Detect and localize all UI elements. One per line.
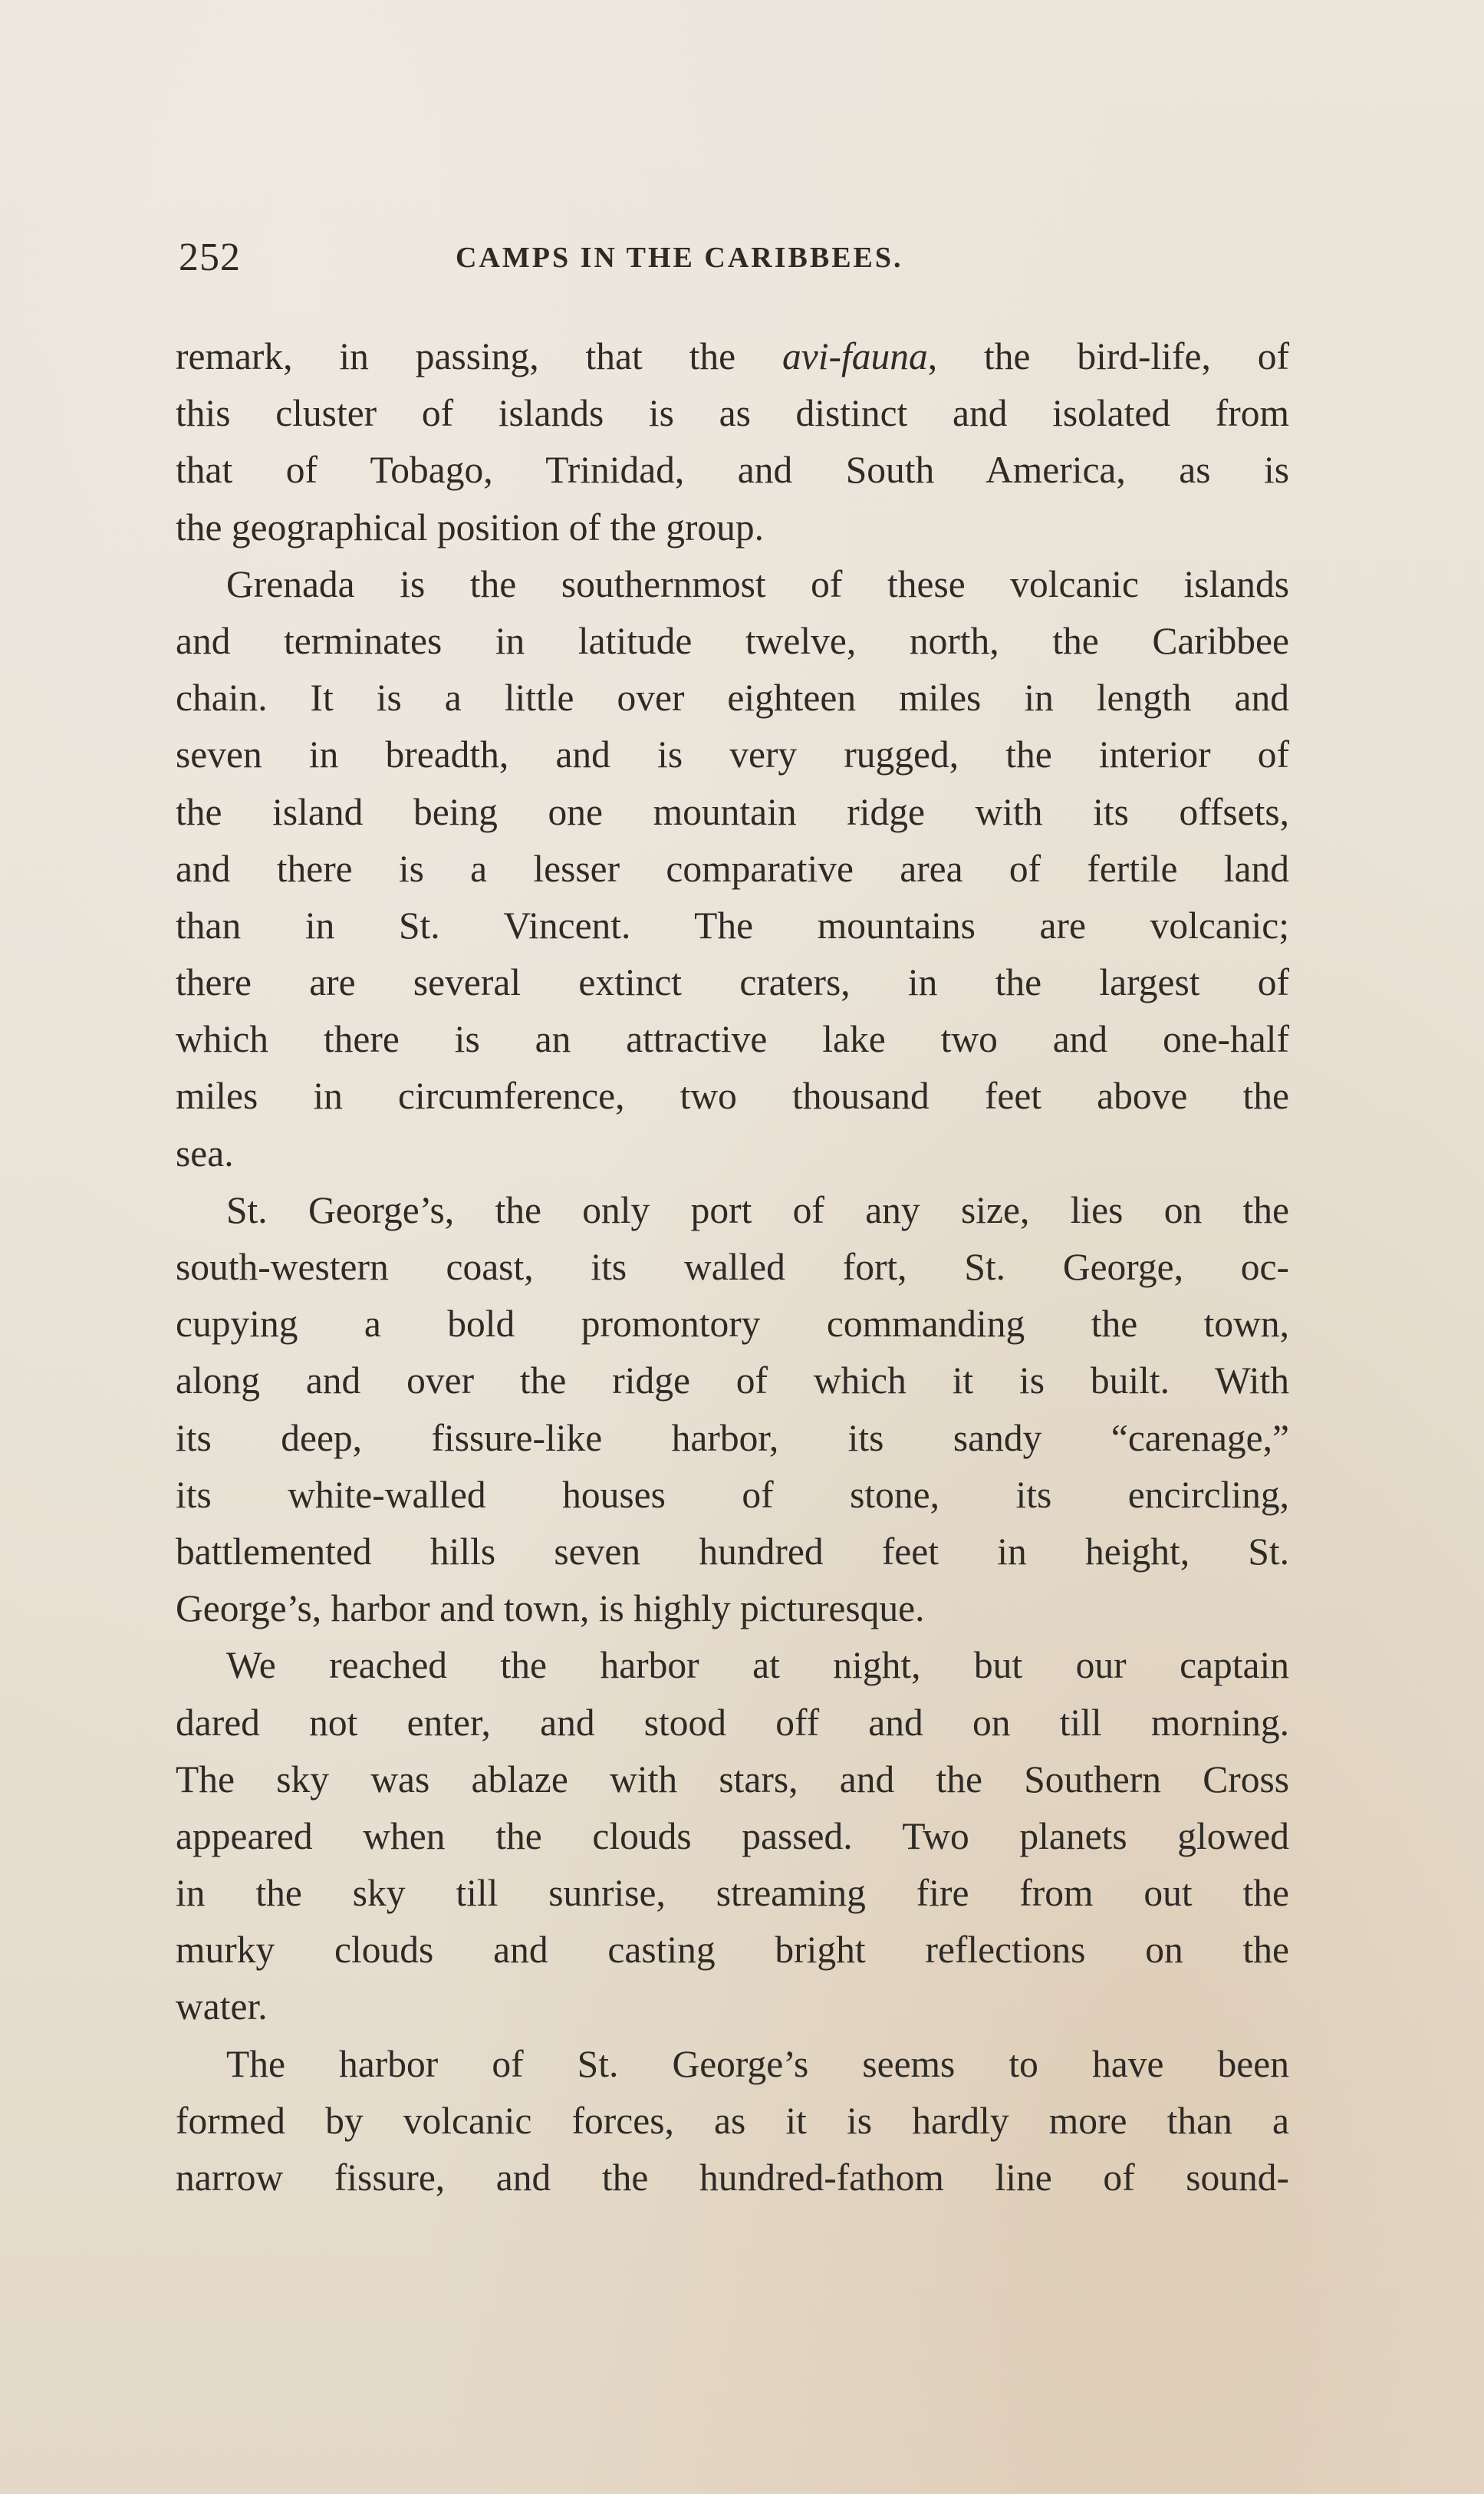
text-segment: , the bird-life, of bbox=[927, 335, 1289, 377]
text-line: The harbor of St. George’s seems to have been bbox=[226, 2042, 1289, 2085]
text-line: that of Tobago, Trinidad, and South America, as is bbox=[176, 449, 1289, 492]
paragraph bbox=[176, 1637, 1289, 2035]
text-line: its deep, fissure-like harbor, its sandy “carenage,” bbox=[176, 1416, 1289, 1459]
text-line bbox=[176, 328, 1289, 385]
text-line: dared not enter, and stood off and on till morning. bbox=[176, 1701, 1289, 1744]
text-line: the geographical position of the group. bbox=[176, 506, 765, 549]
text-line: cupying a bold promontory commanding the town, bbox=[176, 1303, 1289, 1346]
text-line: in the sky till sunrise, streaming fire from out the bbox=[176, 1872, 1289, 1915]
text-line: The sky was ablaze with stars, and the Southern Cross bbox=[176, 1758, 1289, 1800]
text-line: than in St. Vincent. The mountains are volcanic; bbox=[176, 904, 1289, 947]
paragraph bbox=[176, 2036, 1289, 2207]
paragraph bbox=[176, 556, 1289, 1182]
body-text bbox=[176, 328, 1289, 2206]
text-line: there are several extinct craters, in the largest of bbox=[176, 961, 1289, 1004]
text-line: murky clouds and casting bright reflections on the bbox=[176, 1929, 1289, 1972]
text-line: its white-walled houses of stone, its encircling, bbox=[176, 1473, 1289, 1516]
text-line: which there is an attractive lake two and one-half bbox=[176, 1018, 1289, 1061]
text-line: chain. It is a little over eighteen miles in length and bbox=[176, 677, 1289, 720]
text-line: and terminates in latitude twelve, north, the Caribbee bbox=[176, 619, 1289, 662]
text-line: George’s, harbor and town, is highly picturesque. bbox=[176, 1587, 925, 1630]
running-title: CAMPS IN THE CARIBBEES. bbox=[456, 242, 903, 274]
text-line: We reached the harbor at night, but our captain bbox=[226, 1644, 1289, 1687]
text-line: battlemented hills seven hundred feet in height, St. bbox=[176, 1530, 1289, 1573]
paragraph bbox=[176, 328, 1289, 556]
book-page bbox=[176, 230, 1289, 2206]
text-line: south-western coast, its walled fort, St. George, oc- bbox=[176, 1246, 1289, 1288]
text-segment: remark, in passing, that the bbox=[176, 335, 782, 377]
italic-term: avi-fauna bbox=[782, 335, 928, 377]
text-line: seven in breadth, and is very rugged, the interior of bbox=[176, 733, 1289, 776]
text-line: formed by volcanic forces, as it is hardly more than a bbox=[176, 2099, 1289, 2142]
text-line: along and over the ridge of which it is built. With bbox=[176, 1359, 1289, 1402]
text-line: sea. bbox=[176, 1132, 234, 1175]
page-number: 252 bbox=[179, 236, 241, 279]
text-line: Grenada is the southernmost of these volcanic islands bbox=[226, 562, 1289, 605]
text-line: this cluster of islands is as distinct and isolated from bbox=[176, 392, 1289, 435]
text-line: appeared when the clouds passed. Two planets glowed bbox=[176, 1814, 1289, 1857]
text-line: and there is a lesser comparative area of fertile land bbox=[176, 847, 1289, 890]
text-line: St. George’s, the only port of any size, lies on the bbox=[226, 1188, 1289, 1231]
paragraph bbox=[176, 1182, 1289, 1638]
text-line: water. bbox=[176, 1985, 268, 2028]
running-head bbox=[176, 230, 1289, 292]
text-line: miles in circumference, two thousand feet above the bbox=[176, 1075, 1289, 1118]
text-line: the island being one mountain ridge with its offsets, bbox=[176, 790, 1289, 833]
text-line: narrow fissure, and the hundred-fathom line of sound- bbox=[176, 2156, 1289, 2199]
